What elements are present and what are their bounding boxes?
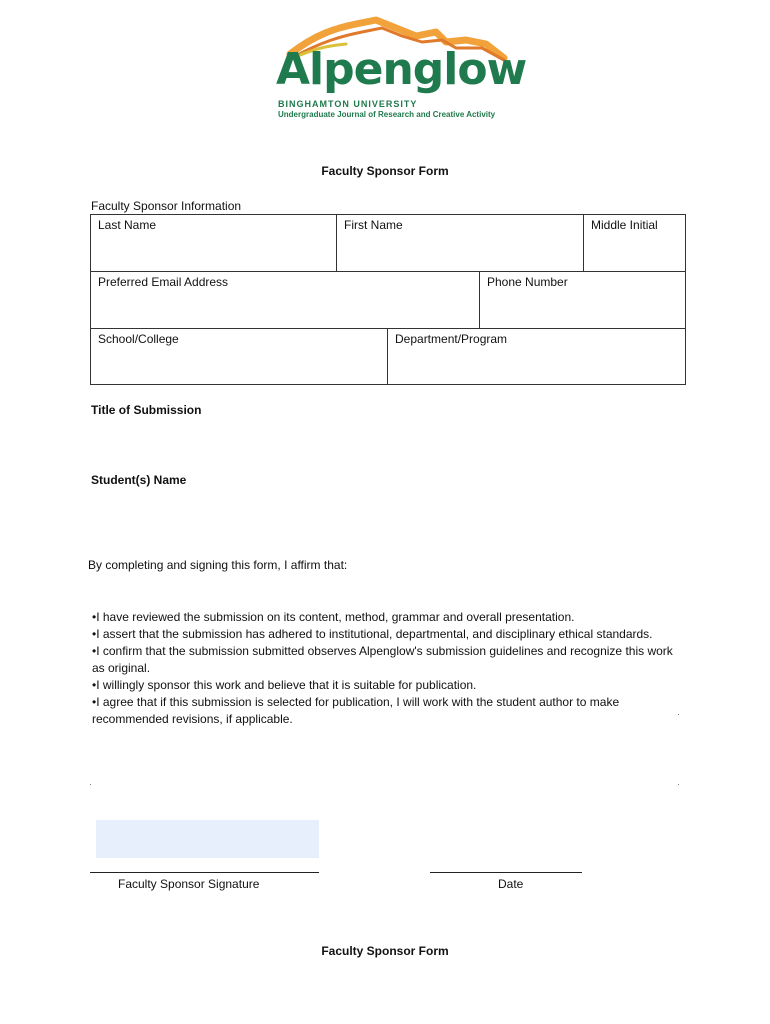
signature-label: Faculty Sponsor Signature — [118, 877, 260, 891]
middle-initial-label: Middle Initial — [591, 218, 658, 232]
title-of-submission-label: Title of Submission — [91, 403, 202, 417]
logo-wordmark: Alpenglow — [276, 44, 527, 95]
signature-line — [90, 872, 319, 873]
section-label: Faculty Sponsor Information — [91, 199, 242, 213]
title-of-submission-input[interactable] — [91, 420, 686, 470]
signature-field[interactable] — [96, 820, 319, 858]
date-line — [430, 872, 582, 873]
affirmation-list — [92, 609, 677, 728]
department-label: Department/Program — [395, 332, 508, 346]
first-name-label: First Name — [344, 218, 403, 232]
last-name-label: Last Name — [98, 218, 157, 232]
phone-field[interactable] — [479, 271, 686, 329]
students-name-input[interactable] — [91, 490, 686, 550]
marker-dot — [678, 784, 679, 785]
affirmation-item: •I have reviewed the submission on its content, method, grammar and overall presentation. — [92, 610, 575, 624]
email-label: Preferred Email Address — [98, 275, 229, 289]
affirmation-item: •I agree that if this submission is selected for publication, I will work with the student author to make recommended revisions, if applicable. — [92, 695, 620, 726]
first-name-field[interactable] — [336, 214, 584, 272]
email-field[interactable] — [90, 271, 480, 329]
students-name-label: Student(s) Name — [91, 473, 187, 487]
marker-dot — [90, 784, 91, 785]
form-title: Faculty Sponsor Form — [321, 164, 449, 178]
department-field[interactable] — [387, 328, 686, 385]
affirmation-item: •I assert that the submission has adhered to institutional, departmental, and disciplinary ethical standards. — [92, 627, 653, 641]
marker-dot — [678, 714, 679, 715]
footer-title: Faculty Sponsor Form — [321, 944, 449, 958]
logo-university: BINGHAMTON UNIVERSITY — [278, 99, 418, 109]
school-label: School/College — [98, 332, 179, 346]
date-label: Date — [498, 877, 524, 891]
affirmation-item: •I confirm that the submission submitted observes Alpenglow's submission guidelines and recognize this work as original. — [92, 644, 673, 675]
middle-initial-field[interactable] — [583, 214, 686, 272]
affirm-intro: By completing and signing this form, I affirm that: — [88, 558, 348, 572]
date-field[interactable] — [430, 840, 582, 870]
affirmation-item: •I willingly sponsor this work and believe that it is suitable for publication. — [92, 678, 477, 692]
last-name-field[interactable] — [90, 214, 337, 272]
logo-subtitle: Undergraduate Journal of Research and Creative Activity — [278, 110, 496, 119]
phone-label: Phone Number — [487, 275, 568, 289]
school-field[interactable] — [90, 328, 388, 385]
